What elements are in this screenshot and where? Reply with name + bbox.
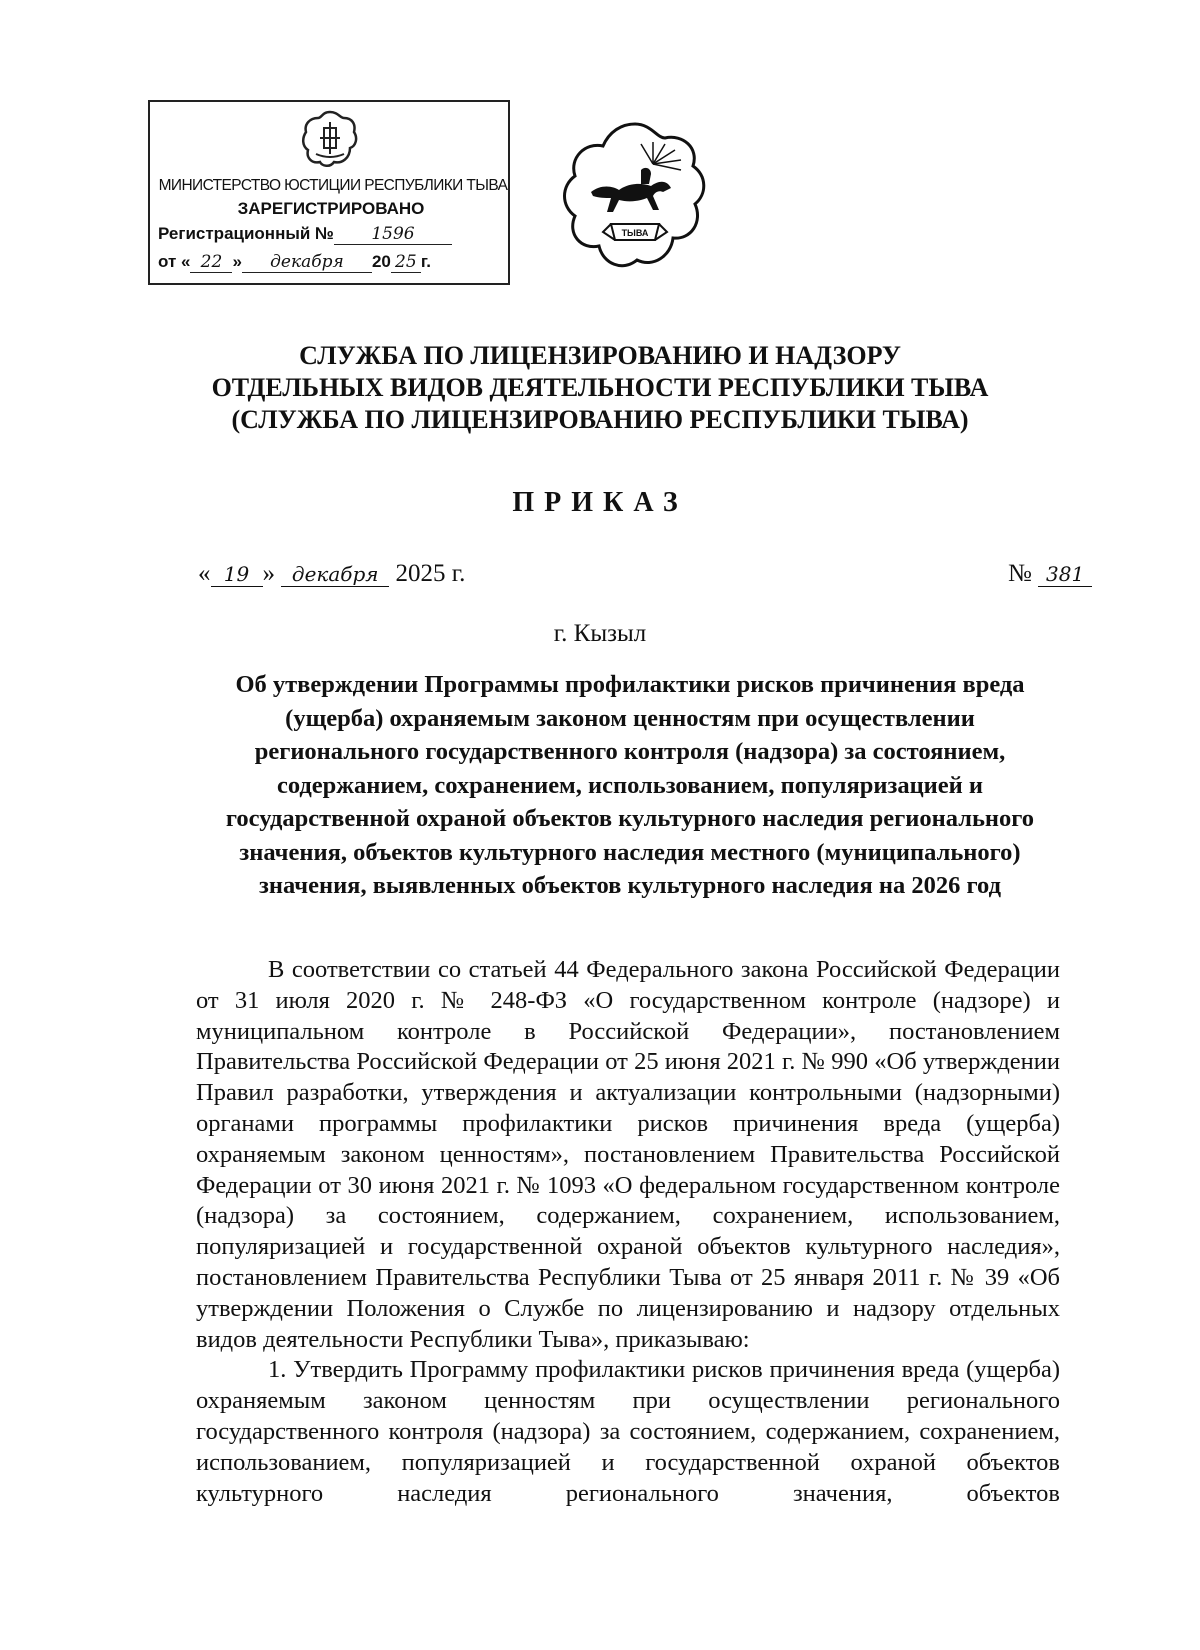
- organization-name: [0, 340, 1200, 436]
- subject-line: содержанием, сохранением, использованием, популяризацией и: [276, 771, 984, 799]
- order-date-day: 19: [211, 562, 263, 587]
- stamp-date-day: 22: [190, 252, 232, 273]
- coat-of-arms-icon: [555, 118, 715, 278]
- order-subject: [190, 668, 1070, 903]
- arms-ribbon-text: ТЫВА: [621, 228, 649, 238]
- order-date-year: 2025 г.: [395, 560, 466, 587]
- order-date: [198, 560, 465, 588]
- preamble-paragraph: В соответствии со статьей 44 Федерального закона Российской Федерации от 31 июля 2020 г. № 248-ФЗ «О государственном контроле (надзоре) и муниципальном контроле в Российской Федерации», постановлением Правительства Российской Федерации от 25 июня 2021 г. № 990 «Об утверждении Правил разработки, утверждения и актуализации контрольными (надзорными) органами программы профилактики рисков причинения вреда (ущерба) охраняемым законом ценностям», постановлением Правительства Российской Федерации от 30 июня 2021 г. № 1093 «О федеральном государственном контроле (надзора) за состоянием, содержанием, сохранением, использованием, популяризацией и государственной охраной объектов культурного наследия», постановлением Правительства Республики Тыва от 25 января 2011 г. № 39 «Об утверждении Положения о Службе по лицензированию и надзору отдельных видов деятельности Республики Тыва», приказываю:: [196, 956, 1060, 1353]
- stamp-registered-text: ЗАРЕГИСТРИРОВАНО: [237, 199, 425, 218]
- subject-line: (ущерба) охраняемым законом ценностям при осуществлении: [285, 704, 975, 732]
- org-line-3: (СЛУЖБА ПО ЛИЦЕНЗИРОВАНИЮ РЕСПУБЛИКИ ТЫВА): [231, 405, 969, 434]
- order-date-month: декабря: [281, 562, 389, 587]
- stamp-date-year-suffix: 25: [391, 252, 421, 273]
- stamp-date-year-end: г.: [420, 252, 431, 271]
- document-type-title: ПРИКАЗ: [512, 487, 688, 518]
- stamp-reg-number: 1596: [334, 224, 452, 245]
- stamp-date-month: декабря: [242, 252, 372, 273]
- subject-line: Об утверждении Программы профилактики рисков причинения вреда: [235, 671, 1025, 698]
- order-date-close: »: [262, 560, 275, 587]
- order-number-value: 381: [1038, 562, 1092, 587]
- stamp-ministry-text: МИНИСТЕРСТВО ЮСТИЦИИ РЕСПУБЛИКИ ТЫВА: [158, 177, 508, 194]
- org-line-1: СЛУЖБА ПО ЛИЦЕНЗИРОВАНИЮ И НАДЗОРУ: [299, 341, 901, 370]
- order-date-open: «: [198, 560, 211, 587]
- stamp-date-sep: »: [232, 252, 242, 271]
- subject-line: регионального государственного контроля (надзора) за состоянием,: [254, 738, 1006, 765]
- stamp-reg-number-line: [158, 224, 452, 245]
- subject-line: значения, выявленных объектов культурного наследия на 2026 год: [259, 872, 1001, 899]
- stamp-reg-label: Регистрационный №: [158, 224, 334, 243]
- order-body: [196, 955, 1060, 1509]
- stamp-date-line: [158, 252, 431, 273]
- subject-line: государственной охраной объектов культурного наследия регионального: [225, 805, 1035, 832]
- subject-line: значения, объектов культурного наследия местного (муниципального): [239, 838, 1021, 866]
- stamp-date-prefix: от «: [158, 252, 191, 271]
- registration-stamp: [148, 100, 510, 285]
- clause-1-paragraph: 1. Утвердить Программу профилактики рисков причинения вреда (ущерба) охраняемым законом ценностям при осуществлении регионального государственного контроля (надзора) за состоянием, содержанием, сохранением, использованием, популяризацией и государственной охраной объектов культурного наследия регионального значения, объектов: [196, 1356, 1060, 1507]
- order-number-label: №: [1008, 560, 1032, 587]
- org-line-2: ОТДЕЛЬНЫХ ВИДОВ ДЕЯТЕЛЬНОСТИ РЕСПУБЛИКИ ТЫВА: [211, 373, 989, 402]
- stamp-date-year-prefix: 20: [371, 252, 391, 271]
- ministry-emblem-icon: [300, 108, 360, 170]
- city-name: г. Кызыл: [553, 620, 647, 647]
- order-number: [1008, 560, 1092, 588]
